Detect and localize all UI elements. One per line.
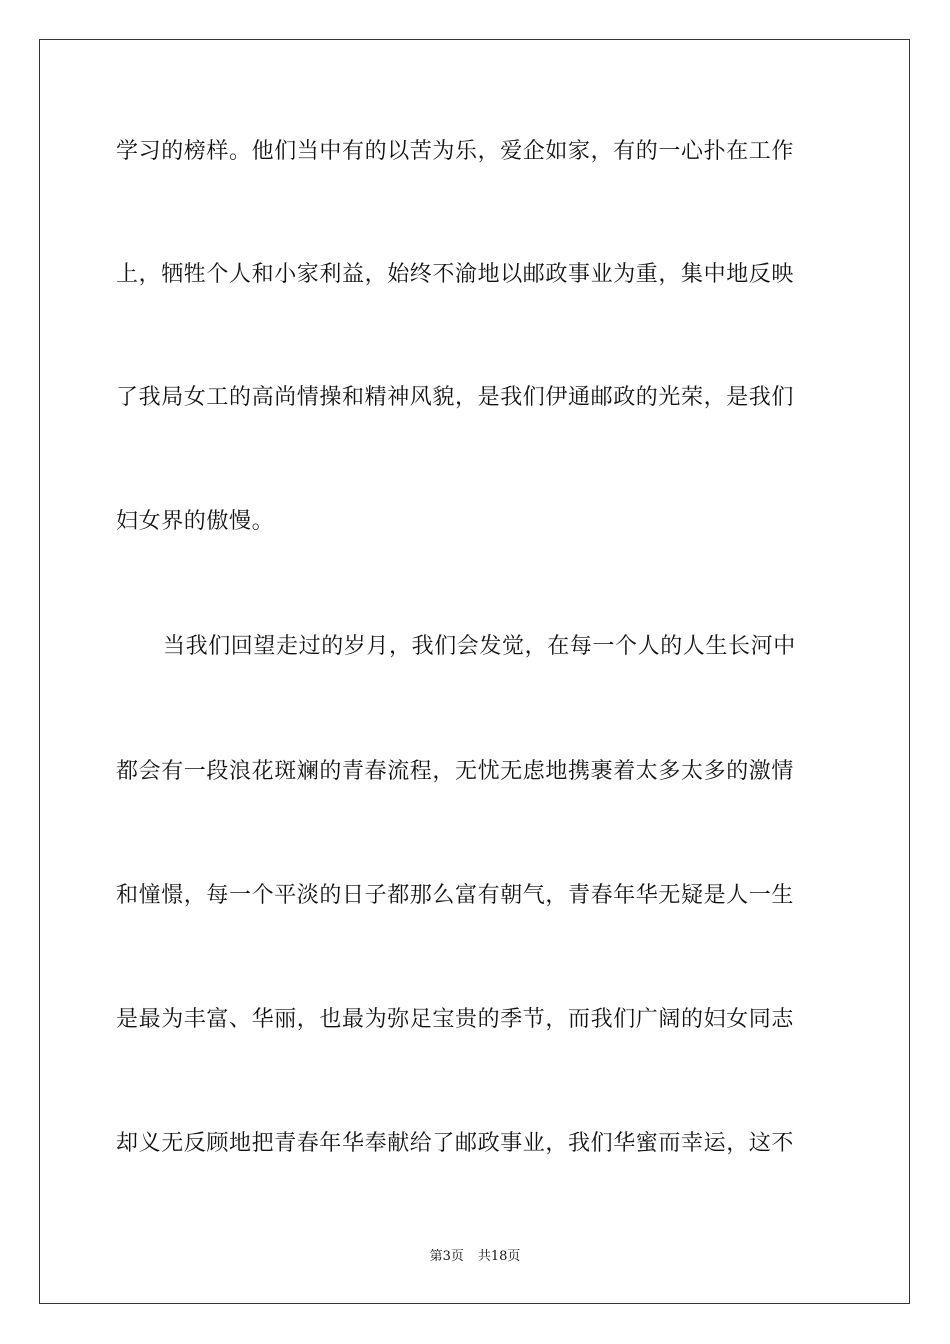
text-line-9: 却义无反顾地把青春年华奉献给了邮政事业，我们华蜜而幸运，这不 — [116, 1131, 795, 1156]
text-line-1: 学习的榜样。他们当中有的以苦为乐，爱企如家，有的一心扑在工作 — [116, 139, 795, 164]
text-line-6: 都会有一段浪花斑斓的青春流程，无忧无虑地携裹着太多太多的激情 — [116, 759, 795, 784]
text-line-4: 妇女界的傲慢。 — [116, 509, 275, 534]
text-line-8: 是最为丰富、华丽，也最为弥足宝贵的季节，而我们广阔的妇女同志 — [116, 1007, 795, 1032]
text-line-7: 和憧憬，每一个平淡的日子都那么富有朝气，青春年华无疑是人一生 — [116, 883, 795, 908]
page-total: 共18页 — [477, 1249, 521, 1264]
text-line-5: 当我们回望走过的岁月，我们会发觉，在每一个人的人生长河中 — [163, 634, 796, 659]
page-border — [39, 39, 910, 1304]
text-line-3: 了我局女工的高尚情操和精神风貌，是我们伊通邮政的光荣，是我们 — [116, 385, 795, 410]
page-number: 第3页 — [429, 1249, 464, 1264]
page-footer — [0, 1248, 950, 1266]
text-line-2: 上，牺牲个人和小家利益，始终不渝地以邮政事业为重，集中地反映 — [116, 262, 795, 287]
